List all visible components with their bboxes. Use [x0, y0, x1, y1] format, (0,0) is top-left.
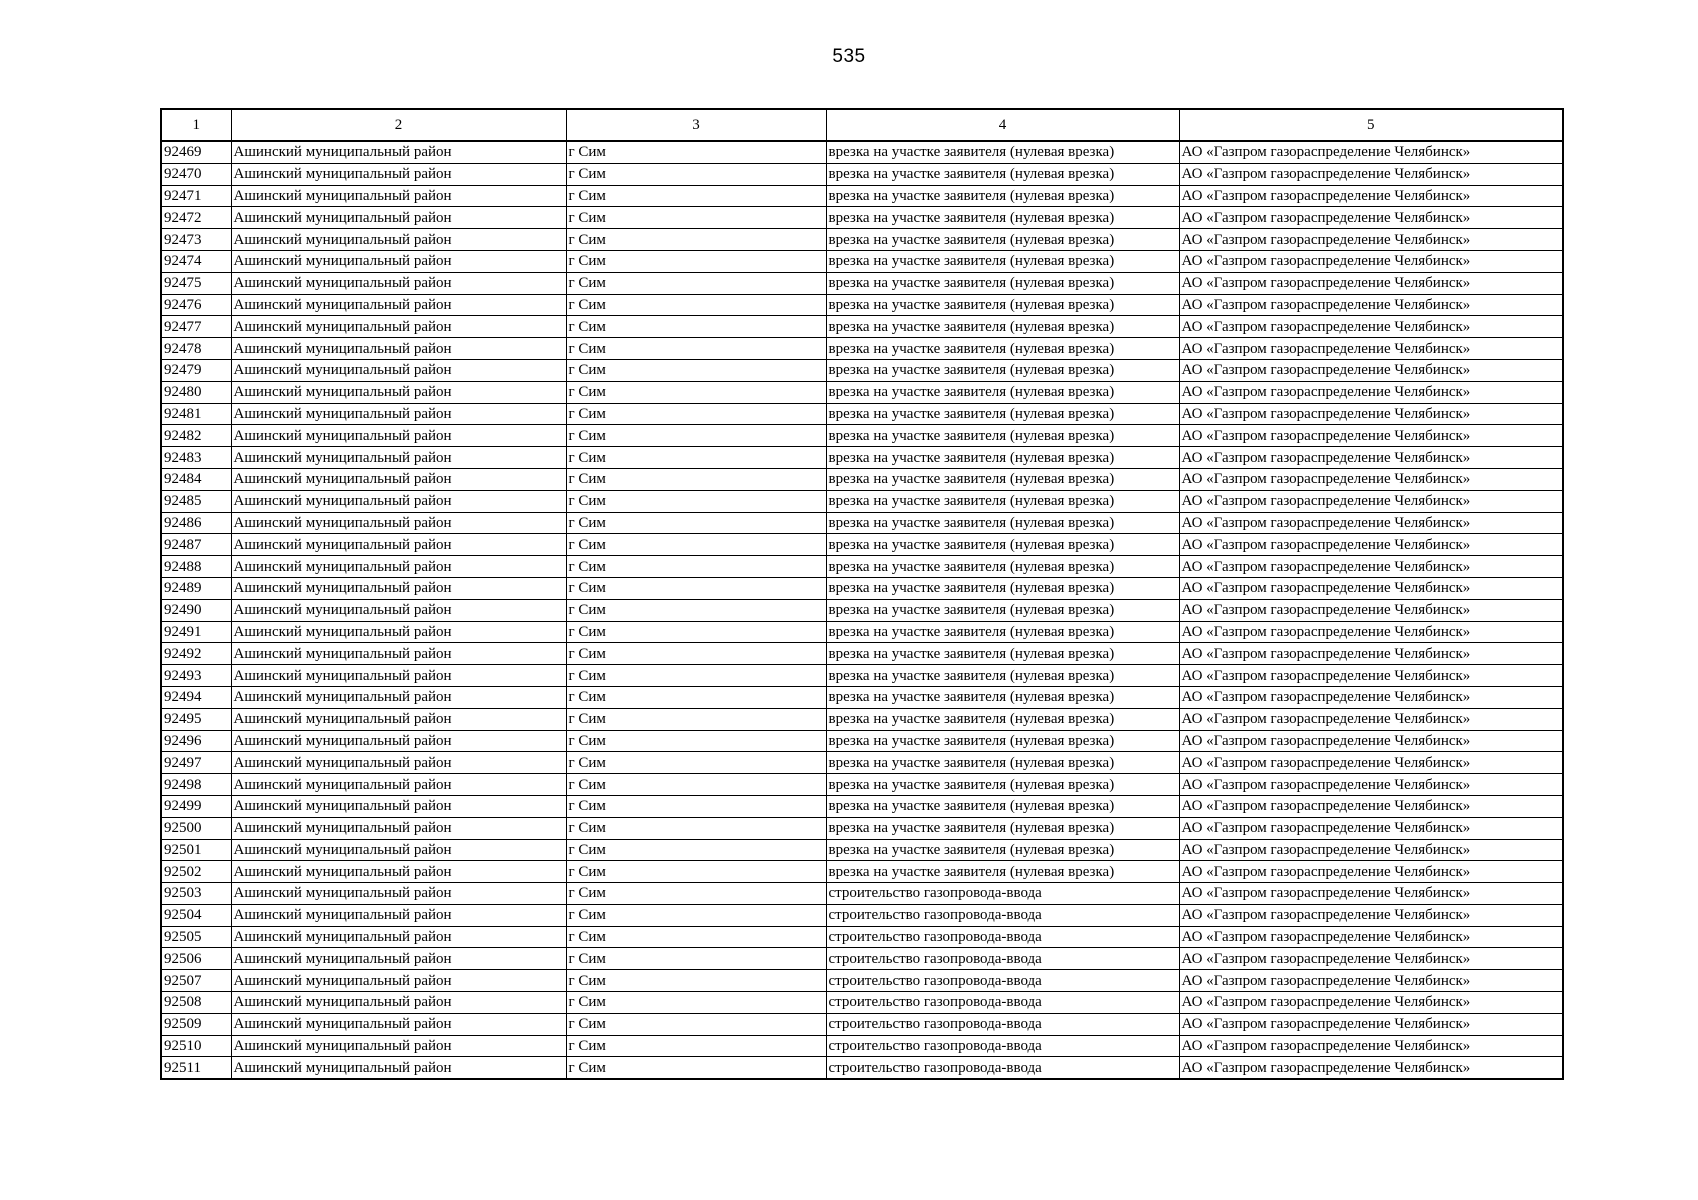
organization-cell: АО «Газпром газораспределение Челябинск»: [1179, 643, 1563, 665]
organization-cell: АО «Газпром газораспределение Челябинск»: [1179, 468, 1563, 490]
organization-cell: АО «Газпром газораспределение Челябинск»: [1179, 686, 1563, 708]
district-cell: Ашинский муниципальный район: [231, 468, 566, 490]
table-row: [161, 774, 1563, 796]
settlement-cell: г Сим: [566, 839, 826, 861]
work-type-cell: врезка на участке заявителя (нулевая врезка): [826, 294, 1179, 316]
organization-cell: АО «Газпром газораспределение Челябинск»: [1179, 512, 1563, 534]
row-number-cell: 92494: [161, 686, 231, 708]
column-header-1: 1: [161, 109, 231, 141]
row-number-cell: 92484: [161, 468, 231, 490]
row-number-cell: 92497: [161, 752, 231, 774]
district-cell: Ашинский муниципальный район: [231, 250, 566, 272]
work-type-cell: врезка на участке заявителя (нулевая врезка): [826, 381, 1179, 403]
district-cell: Ашинский муниципальный район: [231, 839, 566, 861]
district-cell: Ашинский муниципальный район: [231, 730, 566, 752]
work-type-cell: врезка на участке заявителя (нулевая врезка): [826, 599, 1179, 621]
table-row: [161, 992, 1563, 1014]
settlement-cell: г Сим: [566, 686, 826, 708]
row-number-cell: 92473: [161, 229, 231, 251]
work-type-cell: строительство газопровода-ввода: [826, 1035, 1179, 1057]
row-number-cell: 92500: [161, 817, 231, 839]
row-number-cell: 92481: [161, 403, 231, 425]
organization-cell: АО «Газпром газораспределение Челябинск»: [1179, 621, 1563, 643]
table-row: [161, 1035, 1563, 1057]
organization-cell: АО «Газпром газораспределение Челябинск»: [1179, 665, 1563, 687]
table-row: [161, 948, 1563, 970]
district-cell: Ашинский муниципальный район: [231, 883, 566, 905]
settlement-cell: г Сим: [566, 795, 826, 817]
district-cell: Ашинский муниципальный район: [231, 686, 566, 708]
table-header: [161, 109, 1563, 141]
district-cell: Ашинский муниципальный район: [231, 185, 566, 207]
settlement-cell: г Сим: [566, 643, 826, 665]
organization-cell: АО «Газпром газораспределение Челябинск»: [1179, 992, 1563, 1014]
work-type-cell: строительство газопровода-ввода: [826, 904, 1179, 926]
district-cell: Ашинский муниципальный район: [231, 512, 566, 534]
table-row: [161, 577, 1563, 599]
row-number-cell: 92496: [161, 730, 231, 752]
organization-cell: АО «Газпром газораспределение Челябинск»: [1179, 250, 1563, 272]
table-row: [161, 795, 1563, 817]
settlement-cell: г Сим: [566, 359, 826, 381]
settlement-cell: г Сим: [566, 163, 826, 185]
row-number-cell: 92511: [161, 1057, 231, 1079]
organization-cell: АО «Газпром газораспределение Челябинск»: [1179, 141, 1563, 163]
settlement-cell: г Сим: [566, 708, 826, 730]
row-number-cell: 92469: [161, 141, 231, 163]
work-type-cell: врезка на участке заявителя (нулевая врезка): [826, 534, 1179, 556]
work-type-cell: врезка на участке заявителя (нулевая врезка): [826, 643, 1179, 665]
column-header-3: 3: [566, 109, 826, 141]
table-row: [161, 359, 1563, 381]
work-type-cell: строительство газопровода-ввода: [826, 970, 1179, 992]
district-cell: Ашинский муниципальный район: [231, 534, 566, 556]
table-row: [161, 1013, 1563, 1035]
district-cell: Ашинский муниципальный район: [231, 970, 566, 992]
organization-cell: АО «Газпром газораспределение Челябинск»: [1179, 599, 1563, 621]
settlement-cell: г Сим: [566, 904, 826, 926]
work-type-cell: врезка на участке заявителя (нулевая врезка): [826, 425, 1179, 447]
organization-cell: АО «Газпром газораспределение Челябинск»: [1179, 229, 1563, 251]
district-cell: Ашинский муниципальный район: [231, 926, 566, 948]
table-row: [161, 185, 1563, 207]
settlement-cell: г Сим: [566, 534, 826, 556]
district-cell: Ашинский муниципальный район: [231, 948, 566, 970]
organization-cell: АО «Газпром газораспределение Челябинск»: [1179, 447, 1563, 469]
work-type-cell: строительство газопровода-ввода: [826, 1057, 1179, 1079]
settlement-cell: г Сим: [566, 425, 826, 447]
work-type-cell: врезка на участке заявителя (нулевая врезка): [826, 665, 1179, 687]
district-cell: Ашинский муниципальный район: [231, 774, 566, 796]
work-type-cell: врезка на участке заявителя (нулевая врезка): [826, 163, 1179, 185]
table-row: [161, 708, 1563, 730]
settlement-cell: г Сим: [566, 970, 826, 992]
organization-cell: АО «Газпром газораспределение Челябинск»: [1179, 861, 1563, 883]
district-cell: Ашинский муниципальный район: [231, 992, 566, 1014]
row-number-cell: 92471: [161, 185, 231, 207]
table-row: [161, 839, 1563, 861]
work-type-cell: врезка на участке заявителя (нулевая врезка): [826, 490, 1179, 512]
organization-cell: АО «Газпром газораспределение Челябинск»: [1179, 904, 1563, 926]
row-number-cell: 92476: [161, 294, 231, 316]
organization-cell: АО «Газпром газораспределение Челябинск»: [1179, 730, 1563, 752]
settlement-cell: г Сим: [566, 992, 826, 1014]
work-type-cell: врезка на участке заявителя (нулевая врезка): [826, 774, 1179, 796]
settlement-cell: г Сим: [566, 272, 826, 294]
settlement-cell: г Сим: [566, 185, 826, 207]
district-cell: Ашинский муниципальный район: [231, 490, 566, 512]
district-cell: Ашинский муниципальный район: [231, 1035, 566, 1057]
row-number-cell: 92503: [161, 883, 231, 905]
table-row: [161, 817, 1563, 839]
table-row: [161, 425, 1563, 447]
table-row: [161, 163, 1563, 185]
district-cell: Ашинский муниципальный район: [231, 359, 566, 381]
row-number-cell: 92510: [161, 1035, 231, 1057]
settlement-cell: г Сим: [566, 665, 826, 687]
district-cell: Ашинский муниципальный район: [231, 556, 566, 578]
organization-cell: АО «Газпром газораспределение Челябинск»: [1179, 338, 1563, 360]
table-row: [161, 665, 1563, 687]
work-type-cell: врезка на участке заявителя (нулевая врезка): [826, 577, 1179, 599]
work-type-cell: врезка на участке заявителя (нулевая врезка): [826, 338, 1179, 360]
table-row: [161, 403, 1563, 425]
district-cell: Ашинский муниципальный район: [231, 752, 566, 774]
district-cell: Ашинский муниципальный район: [231, 316, 566, 338]
row-number-cell: 92489: [161, 577, 231, 599]
district-cell: Ашинский муниципальный район: [231, 338, 566, 360]
organization-cell: АО «Газпром газораспределение Челябинск»: [1179, 163, 1563, 185]
row-number-cell: 92485: [161, 490, 231, 512]
settlement-cell: г Сим: [566, 250, 826, 272]
settlement-cell: г Сим: [566, 556, 826, 578]
table-row: [161, 643, 1563, 665]
district-cell: Ашинский муниципальный район: [231, 1057, 566, 1079]
settlement-cell: г Сим: [566, 512, 826, 534]
work-type-cell: врезка на участке заявителя (нулевая врезка): [826, 730, 1179, 752]
table-row: [161, 490, 1563, 512]
table-row: [161, 447, 1563, 469]
work-type-cell: врезка на участке заявителя (нулевая врезка): [826, 229, 1179, 251]
table-row: [161, 229, 1563, 251]
settlement-cell: г Сим: [566, 948, 826, 970]
district-cell: Ашинский муниципальный район: [231, 294, 566, 316]
organization-cell: АО «Газпром газораспределение Челябинск»: [1179, 1013, 1563, 1035]
work-type-cell: врезка на участке заявителя (нулевая врезка): [826, 403, 1179, 425]
row-number-cell: 92488: [161, 556, 231, 578]
row-number-cell: 92506: [161, 948, 231, 970]
column-header-2: 2: [231, 109, 566, 141]
table-row: [161, 294, 1563, 316]
row-number-cell: 92483: [161, 447, 231, 469]
district-cell: Ашинский муниципальный район: [231, 817, 566, 839]
organization-cell: АО «Газпром газораспределение Челябинск»: [1179, 708, 1563, 730]
row-number-cell: 92487: [161, 534, 231, 556]
work-type-cell: врезка на участке заявителя (нулевая врезка): [826, 359, 1179, 381]
settlement-cell: г Сим: [566, 730, 826, 752]
table-row: [161, 926, 1563, 948]
organization-cell: АО «Газпром газораспределение Челябинск»: [1179, 425, 1563, 447]
table-row: [161, 316, 1563, 338]
settlement-cell: г Сим: [566, 577, 826, 599]
row-number-cell: 92482: [161, 425, 231, 447]
district-cell: Ашинский муниципальный район: [231, 621, 566, 643]
work-type-cell: врезка на участке заявителя (нулевая врезка): [826, 752, 1179, 774]
district-cell: Ашинский муниципальный район: [231, 403, 566, 425]
row-number-cell: 92502: [161, 861, 231, 883]
row-number-cell: 92501: [161, 839, 231, 861]
row-number-cell: 92470: [161, 163, 231, 185]
settlement-cell: г Сим: [566, 403, 826, 425]
row-number-cell: 92480: [161, 381, 231, 403]
row-number-cell: 92504: [161, 904, 231, 926]
column-header-5: 5: [1179, 109, 1563, 141]
organization-cell: АО «Газпром газораспределение Челябинск»: [1179, 403, 1563, 425]
work-type-cell: врезка на участке заявителя (нулевая врезка): [826, 795, 1179, 817]
district-cell: Ашинский муниципальный район: [231, 163, 566, 185]
district-cell: Ашинский муниципальный район: [231, 447, 566, 469]
table-row: [161, 621, 1563, 643]
row-number-cell: 92493: [161, 665, 231, 687]
column-header-4: 4: [826, 109, 1179, 141]
row-number-cell: 92478: [161, 338, 231, 360]
table-row: [161, 556, 1563, 578]
row-number-cell: 92477: [161, 316, 231, 338]
row-number-cell: 92475: [161, 272, 231, 294]
row-number-cell: 92479: [161, 359, 231, 381]
district-cell: Ашинский муниципальный район: [231, 795, 566, 817]
table-row: [161, 381, 1563, 403]
district-cell: Ашинский муниципальный район: [231, 599, 566, 621]
organization-cell: АО «Газпром газораспределение Челябинск»: [1179, 883, 1563, 905]
district-cell: Ашинский муниципальный район: [231, 229, 566, 251]
work-type-cell: врезка на участке заявителя (нулевая врезка): [826, 250, 1179, 272]
settlement-cell: г Сим: [566, 490, 826, 512]
district-cell: Ашинский муниципальный район: [231, 708, 566, 730]
district-cell: Ашинский муниципальный район: [231, 1013, 566, 1035]
table-row: [161, 686, 1563, 708]
work-type-cell: врезка на участке заявителя (нулевая врезка): [826, 686, 1179, 708]
table-row: [161, 207, 1563, 229]
row-number-cell: 92474: [161, 250, 231, 272]
work-type-cell: врезка на участке заявителя (нулевая врезка): [826, 708, 1179, 730]
table-row: [161, 468, 1563, 490]
table-row: [161, 250, 1563, 272]
row-number-cell: 92492: [161, 643, 231, 665]
settlement-cell: г Сим: [566, 141, 826, 163]
organization-cell: АО «Газпром газораспределение Челябинск»: [1179, 774, 1563, 796]
organization-cell: АО «Газпром газораспределение Челябинск»: [1179, 970, 1563, 992]
work-type-cell: строительство газопровода-ввода: [826, 992, 1179, 1014]
organization-cell: АО «Газпром газораспределение Челябинск»: [1179, 381, 1563, 403]
work-type-cell: врезка на участке заявителя (нулевая врезка): [826, 185, 1179, 207]
table-row: [161, 730, 1563, 752]
district-cell: Ашинский муниципальный район: [231, 665, 566, 687]
organization-cell: АО «Газпром газораспределение Челябинск»: [1179, 795, 1563, 817]
district-cell: Ашинский муниципальный район: [231, 643, 566, 665]
organization-cell: АО «Газпром газораспределение Челябинск»: [1179, 207, 1563, 229]
settlement-cell: г Сим: [566, 294, 826, 316]
organization-cell: АО «Газпром газораспределение Челябинск»: [1179, 316, 1563, 338]
table-row: [161, 534, 1563, 556]
district-cell: Ашинский муниципальный район: [231, 272, 566, 294]
work-type-cell: строительство газопровода-ввода: [826, 926, 1179, 948]
district-cell: Ашинский муниципальный район: [231, 207, 566, 229]
organization-cell: АО «Газпром газораспределение Челябинск»: [1179, 294, 1563, 316]
district-cell: Ашинский муниципальный район: [231, 381, 566, 403]
table-body: [161, 141, 1563, 1079]
settlement-cell: г Сим: [566, 774, 826, 796]
organization-cell: АО «Газпром газораспределение Челябинск»: [1179, 556, 1563, 578]
district-cell: Ашинский муниципальный район: [231, 861, 566, 883]
work-type-cell: врезка на участке заявителя (нулевая врезка): [826, 512, 1179, 534]
work-type-cell: строительство газопровода-ввода: [826, 1013, 1179, 1035]
row-number-cell: 92499: [161, 795, 231, 817]
table-row: [161, 861, 1563, 883]
settlement-cell: г Сим: [566, 926, 826, 948]
row-number-cell: 92486: [161, 512, 231, 534]
work-type-cell: врезка на участке заявителя (нулевая врезка): [826, 556, 1179, 578]
row-number-cell: 92472: [161, 207, 231, 229]
work-type-cell: строительство газопровода-ввода: [826, 883, 1179, 905]
organization-cell: АО «Газпром газораспределение Челябинск»: [1179, 534, 1563, 556]
settlement-cell: г Сим: [566, 1057, 826, 1079]
settlement-cell: г Сим: [566, 338, 826, 360]
settlement-cell: г Сим: [566, 883, 826, 905]
table-row: [161, 338, 1563, 360]
settlement-cell: г Сим: [566, 468, 826, 490]
row-number-cell: 92509: [161, 1013, 231, 1035]
organization-cell: АО «Газпром газораспределение Челябинск»: [1179, 577, 1563, 599]
row-number-cell: 92491: [161, 621, 231, 643]
work-type-cell: врезка на участке заявителя (нулевая врезка): [826, 839, 1179, 861]
page-number: 535: [832, 46, 866, 67]
row-number-cell: 92508: [161, 992, 231, 1014]
row-number-cell: 92498: [161, 774, 231, 796]
table-row: [161, 272, 1563, 294]
settlement-cell: г Сим: [566, 1035, 826, 1057]
organization-cell: АО «Газпром газораспределение Челябинск»: [1179, 817, 1563, 839]
table-row: [161, 752, 1563, 774]
district-cell: Ашинский муниципальный район: [231, 425, 566, 447]
table-row: [161, 970, 1563, 992]
organization-cell: АО «Газпром газораспределение Челябинск»: [1179, 1035, 1563, 1057]
organization-cell: АО «Газпром газораспределение Челябинск»: [1179, 926, 1563, 948]
row-number-cell: 92507: [161, 970, 231, 992]
work-type-cell: врезка на участке заявителя (нулевая врезка): [826, 207, 1179, 229]
settlement-cell: г Сим: [566, 207, 826, 229]
settlement-cell: г Сим: [566, 861, 826, 883]
work-type-cell: врезка на участке заявителя (нулевая врезка): [826, 817, 1179, 839]
organization-cell: АО «Газпром газораспределение Челябинск»: [1179, 948, 1563, 970]
organization-cell: АО «Газпром газораспределение Челябинск»: [1179, 359, 1563, 381]
table-row: [161, 1057, 1563, 1079]
settlement-cell: г Сим: [566, 599, 826, 621]
work-type-cell: врезка на участке заявителя (нулевая врезка): [826, 621, 1179, 643]
settlement-cell: г Сим: [566, 381, 826, 403]
row-number-cell: 92490: [161, 599, 231, 621]
settlement-cell: г Сим: [566, 316, 826, 338]
work-type-cell: врезка на участке заявителя (нулевая врезка): [826, 316, 1179, 338]
district-cell: Ашинский муниципальный район: [231, 577, 566, 599]
district-cell: Ашинский муниципальный район: [231, 904, 566, 926]
settlement-cell: г Сим: [566, 817, 826, 839]
settlement-cell: г Сим: [566, 752, 826, 774]
work-type-cell: врезка на участке заявителя (нулевая врезка): [826, 447, 1179, 469]
table-row: [161, 599, 1563, 621]
header-row: [161, 109, 1563, 141]
settlement-cell: г Сим: [566, 229, 826, 251]
organization-cell: АО «Газпром газораспределение Челябинск»: [1179, 272, 1563, 294]
settlement-cell: г Сим: [566, 1013, 826, 1035]
settlement-cell: г Сим: [566, 447, 826, 469]
organization-cell: АО «Газпром газораспределение Челябинск»: [1179, 752, 1563, 774]
row-number-cell: 92505: [161, 926, 231, 948]
row-number-cell: 92495: [161, 708, 231, 730]
district-cell: Ашинский муниципальный район: [231, 141, 566, 163]
table-row: [161, 904, 1563, 926]
organization-cell: АО «Газпром газораспределение Челябинск»: [1179, 185, 1563, 207]
table-row: [161, 141, 1563, 163]
register-table: [160, 108, 1564, 1080]
work-type-cell: врезка на участке заявителя (нулевая врезка): [826, 468, 1179, 490]
organization-cell: АО «Газпром газораспределение Челябинск»: [1179, 839, 1563, 861]
work-type-cell: врезка на участке заявителя (нулевая врезка): [826, 861, 1179, 883]
work-type-cell: строительство газопровода-ввода: [826, 948, 1179, 970]
table-row: [161, 883, 1563, 905]
organization-cell: АО «Газпром газораспределение Челябинск»: [1179, 490, 1563, 512]
table-row: [161, 512, 1563, 534]
work-type-cell: врезка на участке заявителя (нулевая врезка): [826, 272, 1179, 294]
settlement-cell: г Сим: [566, 621, 826, 643]
work-type-cell: врезка на участке заявителя (нулевая врезка): [826, 141, 1179, 163]
organization-cell: АО «Газпром газораспределение Челябинск»: [1179, 1057, 1563, 1079]
